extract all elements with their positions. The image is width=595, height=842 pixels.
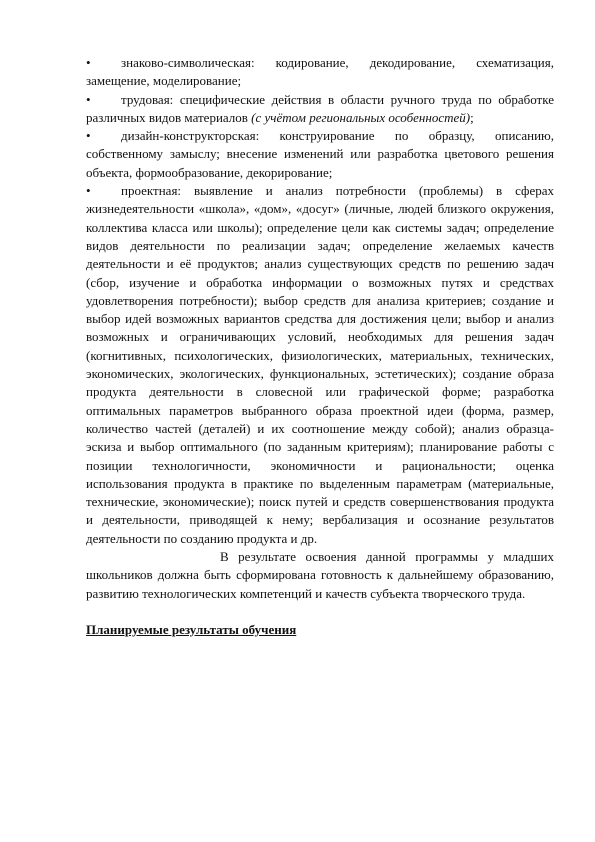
list-item-italic-note: (с учётом региональных особенностей) [251,109,471,125]
list-item-text: проектная: выявление и анализ потребности (проблемы) в сферах жизнедеятельности «школа», «дом», «досуг» (личные, людей близкого окружения, коллектива класса или школы); определение цели как системы задач; определение видов деятельности по реализации задач; определение желаемых качеств деятельности и её продуктов; анализ существующих средств по решению задач (сбор, изучение и обработка информации о возможных путях и средствах удовлетворения потребности); выбор средств для анализа критериев; создание и выбор идей возможных вариантов средства для достижения цели; выбор и анализ возможных и ограничивающих условий, необходимых для решения задач (когнитивных, психологических, физиологических, материальных, технических, экономических, экологических, функциональных, эстетических); создание образа продукта деятельности в словесной или графической форме; разработка оптимальных параметров выбранного образа проектной идеи (форма, размер, количество частей (деталей) и их соотношение между собой); анализ образца-эскиза и выбор оптимального (по заданным критериям); планирование работы с позиции технологичности, экономичности и рациональности; оценка использования продукта в практике по выделенным параметрам (материальные, технические, экономические); поиск путей и средств совершенствования продукта и деятельности, приводящей к нему; вербализация и осознание результатов деятельности по созданию продукта и др. [86,183,554,546]
list-item-design [86,127,554,182]
list-item-tail: ; [470,109,474,125]
section-heading: Планируемые результаты обучения [86,621,297,637]
list-item-text: знаково-символическая: кодирование, декодирование, схематизация, замещение, моделирование; [86,55,554,89]
list-item-text: дизайн-конструкторская: конструирование по образцу, описанию, собственному замыслу; внесение изменений или разработка цветового решения объекта, формообразование, декорирование; [86,128,554,180]
bullet-icon: • [86,183,91,199]
document-body [86,54,554,639]
list-item-project [86,182,554,548]
list-item-labor [86,91,554,128]
result-paragraph: В результате освоения данной программы у младших школьников должна быть сформирована готовность к дальнейшему образованию, развитию технологических компетенций и качеств субъекта творческого труда. [86,549,554,601]
bullet-icon: • [86,55,91,70]
bullet-icon: • [86,128,91,144]
list-item-symbolic [86,54,554,91]
list-item-text: трудовая: специфические действия в области ручного труда по обработке различных видов материалов [86,91,554,125]
bullet-icon: • [86,91,91,107]
